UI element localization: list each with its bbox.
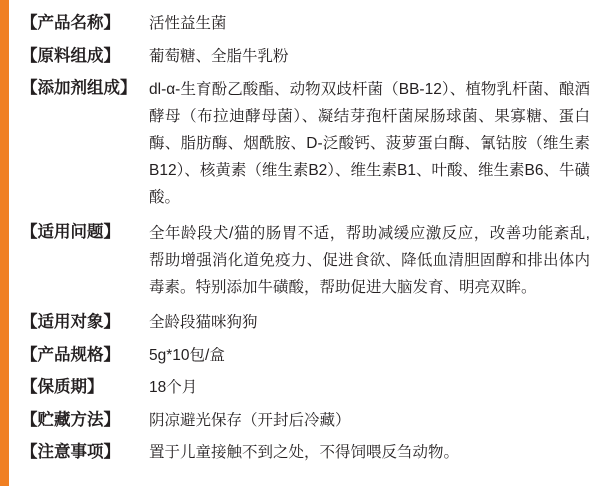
spec-row-storage bbox=[21, 408, 590, 434]
spec-value-applicable-target: 全龄段猫咪狗狗 bbox=[149, 314, 258, 331]
spec-row-product-name bbox=[21, 11, 590, 37]
spec-row-ingredients bbox=[21, 44, 590, 70]
spec-row-applicable-problems bbox=[21, 220, 590, 301]
spec-value-specification: 5g*10包/盒 bbox=[149, 346, 225, 364]
spec-row-shelf-life bbox=[21, 375, 590, 401]
spec-label-additives: 【添加剂组成】 bbox=[21, 79, 137, 97]
spec-label-applicable-target: 【适用对象】 bbox=[21, 313, 120, 331]
spec-label-shelf-life: 【保质期】 bbox=[21, 378, 104, 396]
spec-label-product-name: 【产品名称】 bbox=[21, 14, 120, 32]
spec-value-applicable-problems: 全年龄段犬/猫的肠胃不适，帮助减缓应激反应，改善功能紊乱,帮助增强消化道免疫力、促进食欲、降低血清胆固醇和排出体内毒素。特别添加牛磺酸，帮助促进大脑发育、明亮双眸。 bbox=[149, 225, 590, 296]
spec-label-precautions: 【注意事项】 bbox=[21, 443, 120, 461]
spec-value-shelf-life: 18个月 bbox=[149, 379, 198, 396]
spec-value-ingredients: 葡萄糖、全脂牛乳粉 bbox=[149, 47, 289, 65]
spec-value-additives: dl-α-生育酚乙酸酯、动物双歧杆菌（BB-12）、植物乳杆菌、酿酒酵母（布拉迪酵母菌）、凝结芽孢杆菌屎肠球菌、果寡糖、蛋白酶、脂肪酶、烟酰胺、D-泛酸钙、菠萝蛋白酶、氰钴胺（维生素B12）、核黄素（维生素B2）、维生素B1、叶酸、维生素B6、牛磺酸。 bbox=[149, 81, 590, 206]
spec-row-precautions bbox=[21, 440, 590, 466]
spec-value-precautions: 置于儿童接触不到之处，不得饲喂反刍动物。 bbox=[149, 444, 460, 461]
spec-table bbox=[9, 0, 600, 472]
spec-label-applicable-problems: 【适用问题】 bbox=[21, 223, 120, 241]
spec-row-applicable-target bbox=[21, 310, 590, 336]
spec-value-storage: 阴凉避光保存（开封后冷藏） bbox=[149, 411, 351, 429]
spec-label-ingredients: 【原料组成】 bbox=[21, 46, 120, 65]
orange-accent-bar bbox=[0, 0, 9, 486]
spec-row-additives bbox=[21, 76, 590, 211]
spec-label-specification: 【产品规格】 bbox=[21, 345, 120, 364]
spec-label-storage: 【贮藏方法】 bbox=[21, 410, 120, 429]
spec-value-product-name: 活性益生菌 bbox=[149, 15, 227, 32]
spec-row-specification bbox=[21, 343, 590, 369]
